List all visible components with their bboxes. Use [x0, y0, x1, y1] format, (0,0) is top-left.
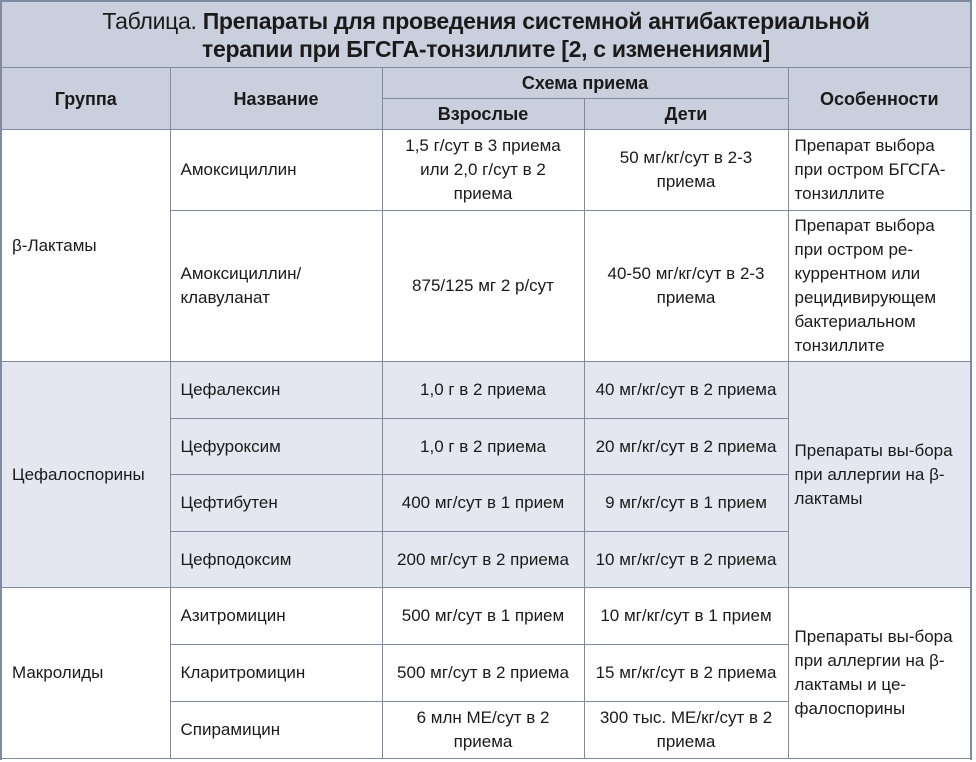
header-adults: Взрослые	[382, 99, 584, 130]
table-row	[2, 130, 970, 211]
drug-name: Цефуроксим	[170, 419, 382, 475]
adult-dose: 500 мг/сут в 2 приема	[382, 645, 584, 702]
drug-name: Азитромицин	[170, 588, 382, 645]
title-main-1: Препараты для проведения системной антибактериальной	[202, 8, 870, 34]
title-line-1	[2, 7, 970, 35]
header-name: Название	[170, 68, 382, 130]
drug-table	[2, 68, 970, 759]
adult-dose: 400 мг/сут в 1 прием	[382, 475, 584, 532]
header-row-top	[2, 68, 970, 99]
feature-cell: Препарат выбора при остром БГСГА-тонзиллите	[788, 130, 970, 211]
child-dose: 300 тыс. МЕ/кг/сут в 2 приема	[584, 702, 788, 759]
header-features: Особенности	[788, 68, 970, 130]
group-cell-macrolides: Макролиды	[2, 588, 170, 759]
group-cell-beta-lactams: β-Лактамы	[2, 130, 170, 362]
drug-name: Амоксициллин/ клавуланат	[170, 211, 382, 362]
child-dose: 40 мг/кг/сут в 2 приема	[584, 362, 788, 419]
drug-name: Цефподоксим	[170, 532, 382, 588]
table-row	[2, 588, 970, 645]
adult-dose: 500 мг/сут в 1 прием	[382, 588, 584, 645]
drug-name: Амоксициллин	[170, 130, 382, 211]
drug-name: Спирамицин	[170, 702, 382, 759]
adult-dose: 1,0 г в 2 приема	[382, 362, 584, 419]
drug-name: Кларитромицин	[170, 645, 382, 702]
child-dose: 20 мг/кг/сут в 2 приема	[584, 419, 788, 475]
adult-dose: 200 мг/сут в 2 приема	[382, 532, 584, 588]
child-dose: 15 мг/кг/сут в 2 приема	[584, 645, 788, 702]
feature-cell: Препараты вы-бора при аллергии на β-лактамы	[788, 362, 970, 588]
header-children: Дети	[584, 99, 788, 130]
table-row	[2, 362, 970, 419]
header-group: Группа	[2, 68, 170, 130]
child-dose: 10 мг/кг/сут в 1 прием	[584, 588, 788, 645]
adult-dose: 6 млн МЕ/сут в 2 приема	[382, 702, 584, 759]
table-title	[2, 2, 970, 68]
child-dose: 40-50 мг/кг/сут в 2-3 приема	[584, 211, 788, 362]
child-dose: 50 мг/кг/сут в 2-3 приема	[584, 130, 788, 211]
adult-dose: 1,0 г в 2 приема	[382, 419, 584, 475]
feature-cell: Препараты вы-бора при аллергии на β-лактамы и це-фалоспорины	[788, 588, 970, 759]
feature-cell: Препарат выбора при остром ре-куррентном или рецидивирующем бактериальном тонзиллите	[788, 211, 970, 362]
adult-dose: 875/125 мг 2 р/сут	[382, 211, 584, 362]
drug-name: Цефтибутен	[170, 475, 382, 532]
header-scheme: Схема приема	[382, 68, 788, 99]
title-prefix: Таблица.	[102, 8, 197, 34]
drug-name: Цефалексин	[170, 362, 382, 419]
group-cell-cephalosporins: Цефалоспорины	[2, 362, 170, 588]
title-line-2: терапии при БГСГА-тонзиллите [2, с изменениями]	[201, 36, 770, 62]
child-dose: 10 мг/кг/сут в 2 приема	[584, 532, 788, 588]
adult-dose: 1,5 г/сут в 3 приема или 2,0 г/сут в 2 приема	[382, 130, 584, 211]
child-dose: 9 мг/кг/сут в 1 прием	[584, 475, 788, 532]
